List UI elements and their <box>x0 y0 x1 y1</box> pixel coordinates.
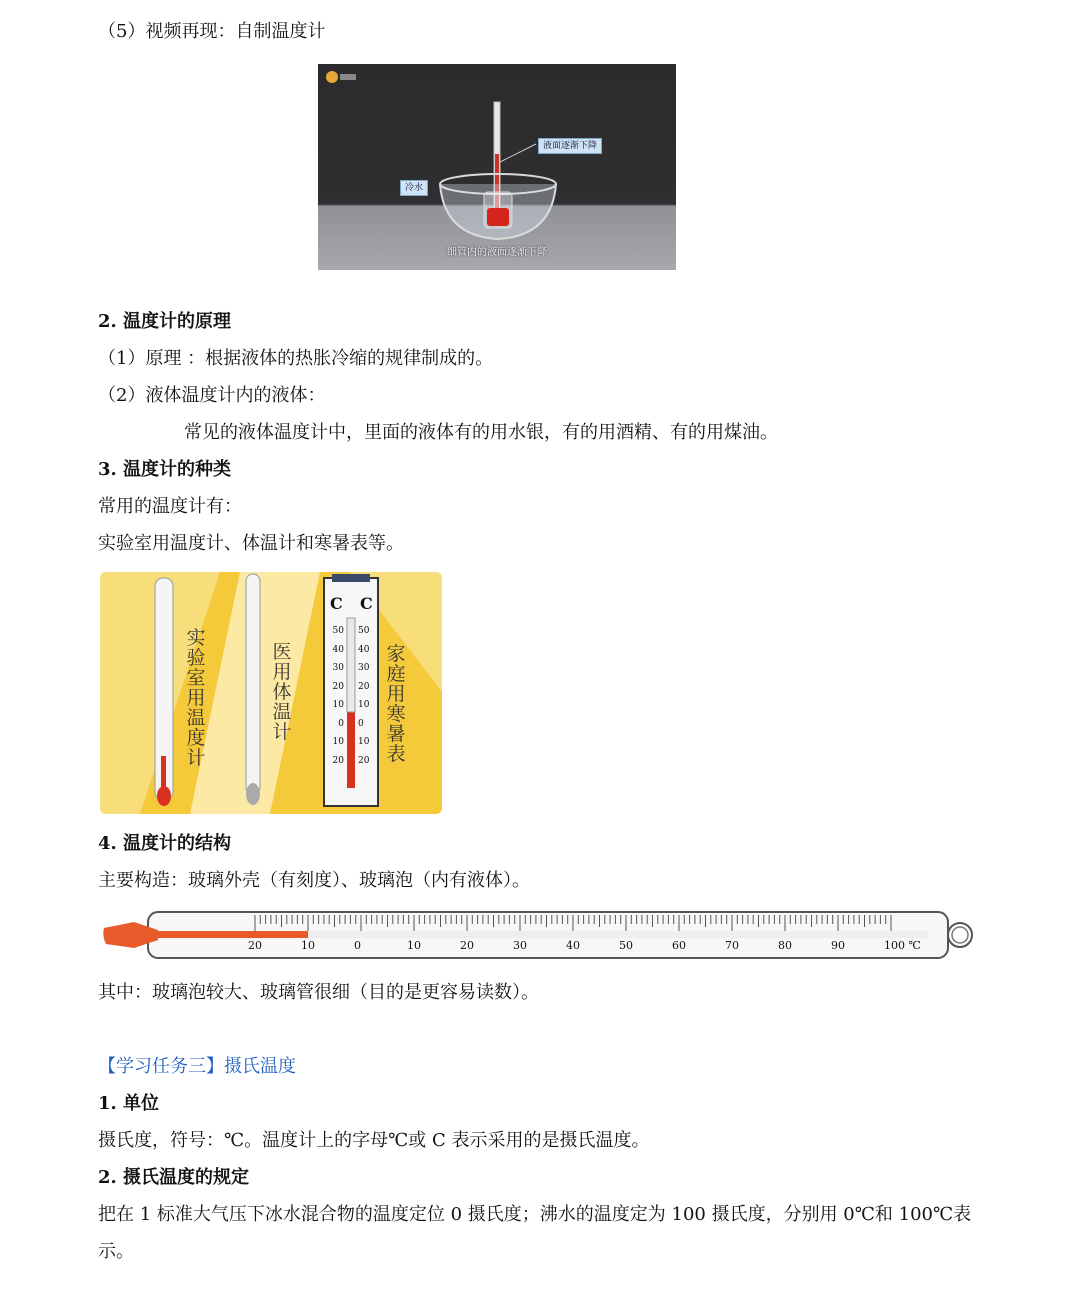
types-list: 实验室用温度计、体温计和寒暑表等。 <box>98 533 404 554</box>
label-household-thermometer: 家庭用寒暑表 <box>386 643 406 765</box>
scale-letter-right: C <box>360 594 373 613</box>
scale-number: 30 <box>332 663 344 673</box>
experiment-illustration <box>318 64 676 270</box>
principle-heading: 2. 温度计的原理 <box>98 311 232 332</box>
structure-main: 主要构造：玻璃外壳（有刻度）、玻璃泡（内有液体）。 <box>98 870 530 891</box>
lab-thermometer-drawing <box>98 906 978 968</box>
principle-item-2: （2）液体温度计内的液体： <box>98 385 326 406</box>
scale-number: 10 <box>358 700 370 710</box>
scale-number: 10 <box>358 737 370 747</box>
scale-letter-left: C <box>330 594 343 613</box>
label-clinical-thermometer: 医用体温计 <box>272 641 292 743</box>
scale-label: 100 ℃ <box>884 939 921 952</box>
scale-number: 0 <box>358 718 364 729</box>
structure-heading: 4. 温度计的结构 <box>98 833 232 854</box>
scale-number: 30 <box>358 663 370 673</box>
scale-labels <box>98 939 978 957</box>
scale-number: 20 <box>358 755 370 766</box>
structure-note: 其中：玻璃泡较大、玻璃管很细（目的是更容易读数）。 <box>98 982 539 1003</box>
principle-item-1: （1）原理 ：根据液体的热胀冷缩的规律制成的。 <box>98 348 494 369</box>
scale-label: 20 <box>460 939 474 952</box>
scale-label: 60 <box>672 939 686 952</box>
label-lab-thermometer: 实验室用温度计 <box>186 627 206 769</box>
types-intro: 常用的温度计有： <box>98 496 242 517</box>
scale-label: 0 <box>354 939 361 952</box>
scale-label: 40 <box>566 939 580 952</box>
scale-number: 40 <box>358 644 370 655</box>
types-heading: 3. 温度计的种类 <box>98 459 232 480</box>
scale-right <box>358 622 374 770</box>
rule-text-line-2: 示。 <box>98 1241 134 1262</box>
liquid-level-tag: 液面逐渐下降 <box>538 138 602 154</box>
scale-label: 80 <box>778 939 792 952</box>
rule-heading: 2. 摄氏温度的规定 <box>98 1167 250 1188</box>
video-caption: 细管内的液面逐渐下降 <box>447 247 547 258</box>
scale-number: 20 <box>358 681 370 692</box>
scale-label: 50 <box>619 939 633 952</box>
scale-number: 50 <box>358 626 370 636</box>
video-still[interactable] <box>318 64 676 270</box>
scale-number: 20 <box>332 755 344 766</box>
scale-label: 70 <box>725 939 739 952</box>
scale-label: 30 <box>513 939 527 952</box>
scale-number: 20 <box>332 681 344 692</box>
scale-label: 90 <box>831 939 845 952</box>
thermometer-types-image <box>100 572 442 814</box>
rule-text-line-1: 把在 1 标准大气压下冰水混合物的温度定位 0 摄氏度；沸水的温度定为 100 摄氏度，分别用 0℃和 100℃表 <box>98 1204 972 1225</box>
section-5-heading: （5）视频再现：自制温度计 <box>98 21 326 42</box>
scale-left <box>328 622 344 770</box>
cold-water-tag: 冷水 <box>400 180 428 196</box>
principle-item-2-detail: 常见的液体温度计中，里面的液体有的用水银，有的用酒精、有的用煤油。 <box>184 422 778 443</box>
scale-label: 20 <box>248 939 262 952</box>
unit-text: 摄氏度，符号：℃。温度计上的字母℃或 C 表示采用的是摄氏温度。 <box>98 1130 650 1151</box>
task3-heading: 【学习任务三】摄氏温度 <box>98 1056 296 1077</box>
lab-thermometer-diagram <box>98 906 978 968</box>
scale-number: 40 <box>332 644 344 655</box>
scale-label: 10 <box>301 939 315 952</box>
scale-number: 10 <box>332 700 344 710</box>
scale-label: 10 <box>407 939 421 952</box>
unit-heading: 1. 单位 <box>98 1093 160 1114</box>
scale-number: 0 <box>338 718 344 729</box>
scale-number: 10 <box>332 737 344 747</box>
scale-number: 50 <box>332 626 344 636</box>
